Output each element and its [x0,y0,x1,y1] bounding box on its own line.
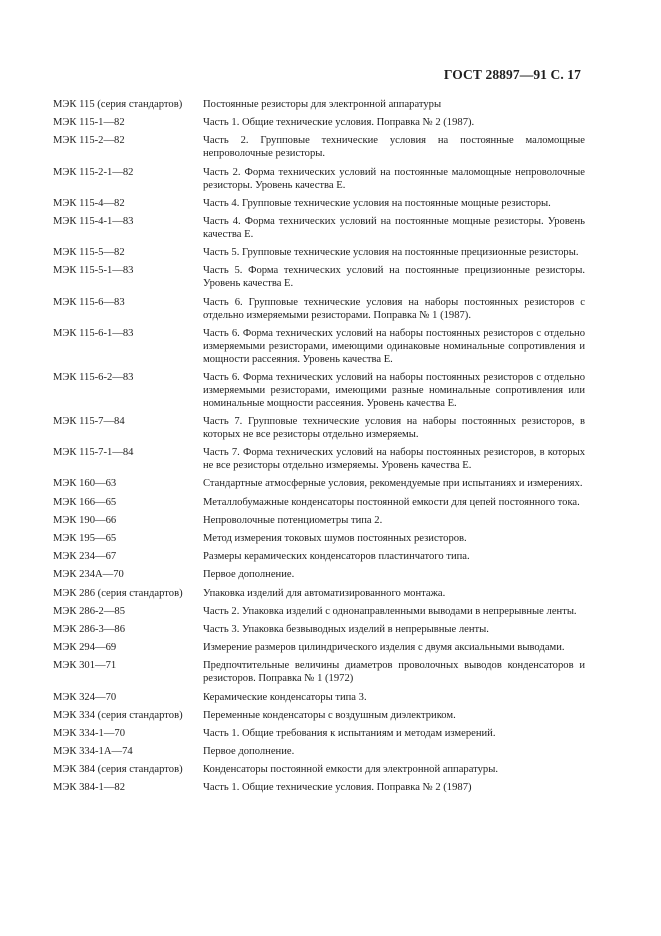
reference-code: МЭК 334 (серия стандартов) [53,709,183,721]
reference-row [53,659,585,685]
reference-code: МЭК 166—65 [53,496,117,508]
reference-description: Стандартные атмосферные условия, рекомендуемые при испытаниях и измерениях. [203,478,583,490]
reference-row [53,215,585,241]
reference-code: МЭК 115-7-1—84 [53,447,134,459]
reference-code: МЭК 115-5—82 [53,247,125,259]
reference-code: МЭК 384 (серия стандартов) [53,764,183,776]
reference-row [53,371,585,410]
reference-code: МЭК 115 (серия стандартов) [53,99,183,110]
reference-description: Часть 1. Общие требования к испытаниям и методам измерений. [203,727,496,739]
reference-row [53,415,585,441]
reference-description: Непроволочные потенциометры типа 2. [203,514,383,526]
reference-code: МЭК 294—69 [53,642,117,654]
reference-code: МЭК 234—67 [53,551,117,563]
reference-code: МЭК 115-4—82 [53,197,125,209]
reference-row [53,532,585,545]
reference-row [53,745,585,758]
reference-code: МЭК 301—71 [53,660,117,672]
reference-code: МЭК 115-1—82 [53,117,125,129]
reference-description: Металлобумажные конденсаторы постоянной емкости для цепей постоянного тока. [203,496,580,508]
reference-description: Часть 5. Групповые технические условия на постоянные прецизионные резисторы. [203,247,579,259]
reference-code: МЭК 115-5-1—83 [53,265,134,277]
reference-description: Часть 6. Групповые технические условия на наборы постоянных резисторов с отдельно измеряемыми резисторами. Поправка № 1 (1987). [203,296,585,321]
reference-row [53,197,585,210]
reference-description: Часть 1. Общие технические условия. Поправка № 2 (1987) [203,782,472,794]
reference-row [53,514,585,527]
reference-description: Часть 3. Упаковка безвыводных изделий в непрерывные ленты. [203,623,489,635]
reference-row [53,568,585,581]
reference-row [53,641,585,654]
reference-row [53,446,585,472]
reference-row [53,496,585,509]
reference-description: Переменные конденсаторы с воздушным диэлектриком. [203,709,456,721]
reference-row [53,264,585,290]
reference-description: Первое дополнение. [203,746,295,758]
reference-row [53,134,585,160]
reference-row [53,623,585,636]
reference-row [53,605,585,618]
reference-description: Часть 2. Групповые технические условия на постоянные маломощные непроволочные резисторы. [203,135,585,160]
reference-list [53,98,585,800]
reference-code: МЭК 115-2-1—82 [53,166,134,178]
reference-description: Часть 7. Форма технических условий на наборы постоянных резисторов, в которых не все резисторы отдельно измеряемы. Уровень качества Е. [203,447,585,472]
reference-code: МЭК 384-1—82 [53,782,126,794]
reference-code: МЭК 160—63 [53,478,117,490]
reference-row [53,166,585,192]
reference-code: МЭК 334-1А—74 [53,746,133,758]
reference-row [53,763,585,776]
reference-description: Метод измерения токовых шумов постоянных резисторов. [203,533,467,544]
reference-description: Конденсаторы постоянной емкости для электронной аппаратуры. [203,764,498,776]
reference-row [53,727,585,740]
reference-description: Предпочтительные величины диаметров проволочных выводов конденсаторов и резисторов. Поправка № 1 (1972) [203,660,585,685]
reference-description: Измерение размеров цилиндрического изделия с двумя аксиальными выводами. [203,642,565,654]
reference-description: Размеры керамических конденсаторов пластинчатого типа. [203,551,470,563]
reference-code: МЭК 195—65 [53,533,117,544]
reference-description: Постоянные резисторы для электронной аппаратуры [203,99,442,110]
reference-description: Часть 5. Форма технических условий на постоянные прецизионные резисторы. Уровень качества Е. [203,265,585,290]
reference-description: Часть 6. Форма технических условий на наборы постоянных резисторов с отдельно измеряемыми резисторами, имеющими одинаковые номинальные сопротивления и мощности рассеяния. Уровень качества Е. [203,327,585,365]
reference-code: МЭК 234А—70 [53,569,124,581]
reference-description: Первое дополнение. [203,569,295,581]
reference-code: МЭК 324—70 [53,691,117,703]
reference-code: МЭК 286-3—86 [53,623,126,635]
reference-code: МЭК 115-6—83 [53,296,125,308]
reference-code: МЭК 190—66 [53,514,117,526]
reference-description: Часть 2. Упаковка изделий с однонаправленными выводами в непрерывные ленты. [203,605,577,617]
page-header: ГОСТ 28897—91 С. 17 [443,67,581,82]
reference-row [53,116,585,129]
reference-description: Часть 4. Групповые технические условия на постоянные мощные резисторы. [203,197,551,209]
reference-row [53,98,585,111]
reference-description: Упаковка изделий для автоматизированного монтажа. [203,587,446,599]
reference-code: МЭК 115-6-2—83 [53,371,134,383]
reference-row [53,550,585,563]
reference-code: МЭК 115-7—84 [53,416,125,428]
reference-row [53,587,585,600]
reference-row [53,246,585,259]
reference-description: Часть 7. Групповые технические условия на наборы постоянных резисторов, в которых не все резисторы отдельно измеряемы. [203,416,585,441]
reference-row [53,327,585,366]
reference-description: Керамические конденсаторы типа 3. [203,691,367,703]
reference-description: Часть 2. Форма технических условий на постоянные маломощные непроволочные резисторы. Уровень качества Е. [203,166,585,191]
reference-code: МЭК 115-6-1—83 [53,327,134,339]
reference-code: МЭК 115-2—82 [53,135,125,147]
reference-code: МЭК 334-1—70 [53,727,126,739]
reference-row [53,691,585,704]
reference-row [53,781,585,794]
reference-code: МЭК 286 (серия стандартов) [53,587,183,599]
reference-description: Часть 1. Общие технические условия. Поправка № 2 (1987). [203,117,475,129]
reference-row [53,709,585,722]
reference-code: МЭК 115-4-1—83 [53,215,134,227]
reference-row [53,296,585,322]
reference-code: МЭК 286-2—85 [53,605,126,617]
reference-row [53,477,585,490]
reference-description: Часть 6. Форма технических условий на наборы постоянных резисторов с отдельно измеряемыми резисторами, имеющими разные номинальные сопротивления или номинальные мощности рассеяния. Уровень качества Е. [203,371,585,409]
reference-description: Часть 4. Форма технических условий на постоянные мощные резисторы. Уровень качества Е. [203,215,585,240]
